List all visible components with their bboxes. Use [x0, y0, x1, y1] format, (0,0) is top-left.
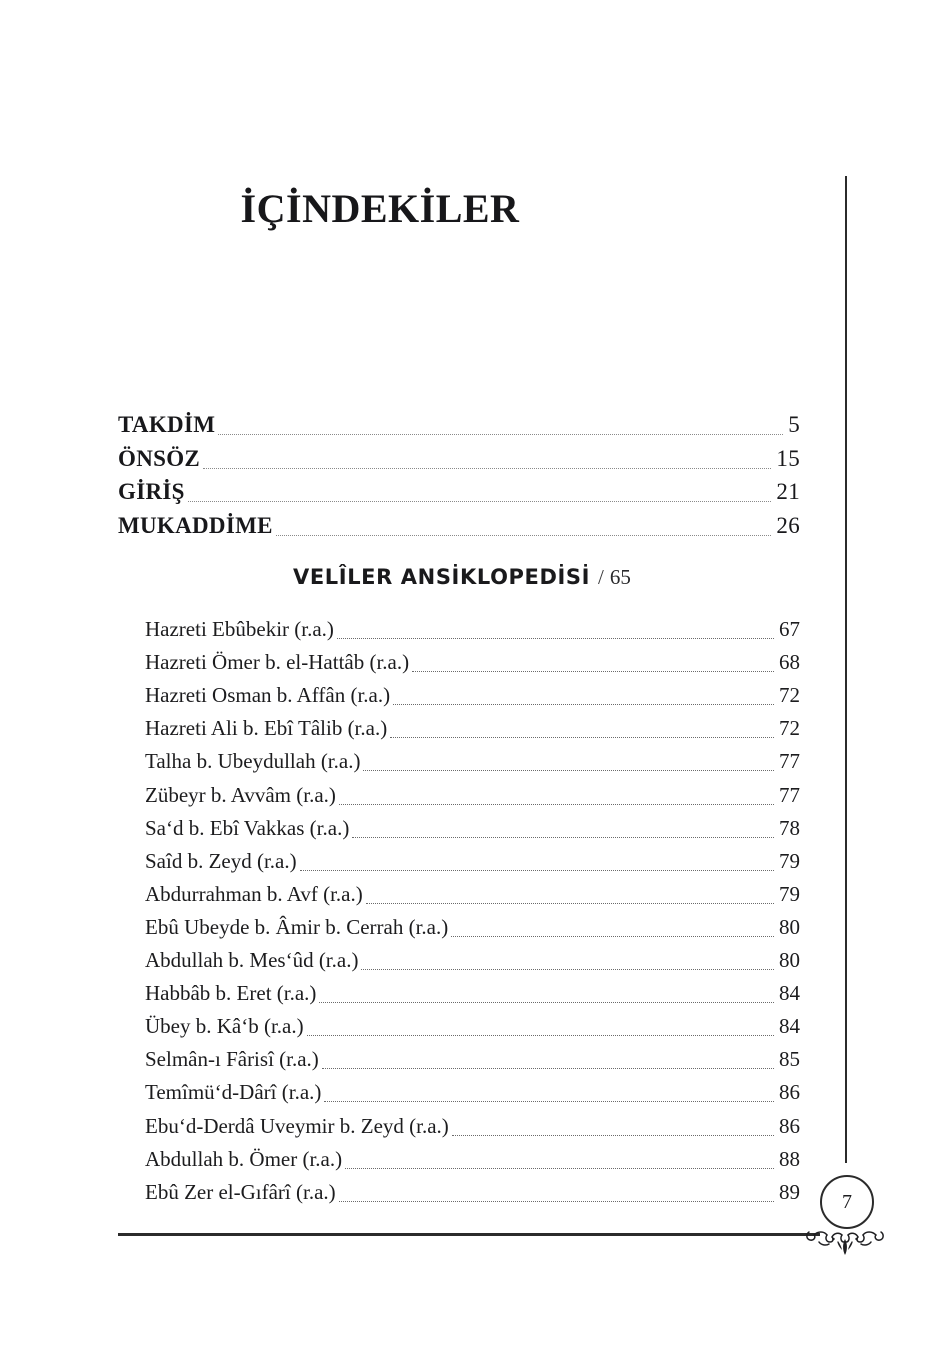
toc-entry[interactable] [145, 783, 800, 808]
toc-entry-page-number: 84 [779, 981, 800, 1006]
section-heading [293, 565, 631, 590]
front-matter-item[interactable] [118, 513, 800, 539]
dot-leader [393, 704, 774, 705]
dot-leader [390, 737, 774, 738]
toc-entry[interactable] [145, 816, 800, 841]
vertical-margin-rule [845, 176, 847, 1163]
front-matter-item-label: MUKADDİME [118, 512, 273, 538]
front-matter-item-label: ÖNSÖZ [118, 445, 201, 471]
toc-entry[interactable] [145, 617, 800, 642]
toc-entry-page-number: 86 [779, 1113, 800, 1138]
toc-entry-label: Abdullah b. Ömer (r.a.) [145, 1146, 343, 1171]
toc-entry-label: Hazreti Ömer b. el-Hattâb (r.a.) [145, 650, 410, 675]
toc-entry[interactable] [145, 683, 800, 708]
toc-entry-label: Abdurrahman b. Avf (r.a.) [145, 881, 363, 906]
toc-entry-label: Hazreti Ali b. Ebî Tâlib (r.a.) [145, 716, 388, 741]
bottom-rule [118, 1233, 820, 1236]
dot-leader [307, 1035, 774, 1036]
toc-entry-label: Talha b. Ubeydullah (r.a.) [145, 749, 361, 774]
toc-entry[interactable] [145, 1080, 800, 1105]
page-number-badge [820, 1175, 874, 1229]
toc-entry-label: Selmân-ı Fârisî (r.a.) [145, 1047, 319, 1072]
toc-entry-page-number: 86 [779, 1080, 800, 1105]
toc-entry-page-number: 85 [779, 1047, 800, 1072]
front-matter-item[interactable] [118, 446, 800, 472]
toc-entry-page-number: 77 [779, 782, 800, 807]
dot-leader [339, 1201, 774, 1202]
toc-entry[interactable] [145, 1180, 800, 1205]
toc-entry[interactable] [145, 849, 800, 874]
dot-leader [366, 903, 774, 904]
toc-entry[interactable] [145, 1014, 800, 1039]
toc-entry-page-number: 77 [779, 749, 800, 774]
section-heading-title: VELÎLER ANSİKLOPEDİSİ [293, 565, 591, 589]
toc-entry-label: Ebû Ubeyde b. Âmir b. Cerrah (r.a.) [145, 914, 449, 939]
toc-entry[interactable] [145, 915, 800, 940]
toc-entry-label: Zübeyr b. Avvâm (r.a.) [145, 782, 336, 807]
dot-leader [412, 671, 774, 672]
dot-leader [188, 501, 772, 502]
toc-entry[interactable] [145, 716, 800, 741]
toc-entry-label: Hazreti Osman b. Affân (r.a.) [145, 683, 391, 708]
dot-leader [451, 936, 774, 937]
front-matter-item-page-number: 26 [776, 512, 800, 538]
toc-entry-page-number: 80 [779, 948, 800, 972]
toc-entry[interactable] [145, 882, 800, 907]
toc-entry-page-number: 88 [779, 1146, 800, 1171]
toc-entry-label: Saʻd b. Ebî Vakkas (r.a.) [145, 815, 350, 840]
front-matter-item-page-number: 15 [776, 445, 800, 471]
dot-leader [339, 804, 774, 805]
toc-entry-page-number: 79 [779, 848, 800, 873]
front-matter-item[interactable] [118, 412, 800, 438]
filigree-flourish-icon [805, 1222, 885, 1256]
dot-leader [363, 770, 774, 771]
toc-entry-label: Ebû Zer el-Gıfârî (r.a.) [145, 1179, 336, 1204]
toc-entry-page-number: 67 [779, 617, 800, 641]
section-heading-page: 65 [609, 565, 631, 589]
toc-entry[interactable] [145, 1147, 800, 1172]
dot-leader [300, 870, 774, 871]
toc-entry-label: Temîmüʻd-Dârî (r.a.) [145, 1080, 322, 1105]
front-matter-item-label: TAKDİM [118, 412, 216, 437]
toc-entry-label: Saîd b. Zeyd (r.a.) [145, 848, 297, 873]
dot-leader [352, 837, 774, 838]
dot-leader [452, 1135, 774, 1136]
toc-entry-page-number: 72 [779, 716, 800, 741]
dot-leader [319, 1002, 774, 1003]
page-number: 7 [842, 1191, 852, 1213]
toc-entry[interactable] [145, 981, 800, 1006]
dot-leader [322, 1068, 774, 1069]
page-title: İÇİNDEKİLER [240, 185, 520, 231]
toc-entry-page-number: 80 [779, 914, 800, 939]
front-matter-item-label: GİRİŞ [118, 479, 185, 504]
dot-leader [337, 638, 774, 639]
toc-entry-page-number: 89 [779, 1179, 800, 1204]
front-matter-item[interactable] [118, 479, 800, 505]
toc-entry-page-number: 72 [779, 683, 800, 708]
toc-entry[interactable] [145, 749, 800, 774]
toc-entry[interactable] [145, 650, 800, 675]
dot-leader [345, 1168, 774, 1169]
front-matter-item-page-number: 5 [788, 412, 800, 437]
dot-leader [218, 434, 783, 435]
toc-entry-label: Habbâb b. Eret (r.a.) [145, 981, 317, 1006]
toc-entry[interactable] [145, 1047, 800, 1072]
dot-leader [276, 535, 772, 536]
toc-entry[interactable] [145, 948, 800, 973]
toc-entry[interactable] [145, 1114, 800, 1139]
section-heading-separator: / [598, 565, 604, 589]
toc-entry-label: Abdullah b. Mesʻûd (r.a.) [145, 948, 359, 972]
dot-leader [324, 1101, 774, 1102]
toc-entry-label: Übey b. Kâʻb (r.a.) [145, 1014, 304, 1039]
front-matter-item-page-number: 21 [776, 479, 800, 504]
toc-entry-page-number: 78 [779, 815, 800, 840]
dot-leader [203, 468, 771, 469]
dot-leader [361, 969, 774, 970]
toc-entry-page-number: 84 [779, 1014, 800, 1039]
toc-entry-page-number: 79 [779, 881, 800, 906]
toc-entry-label: Ebuʻd-Derdâ Uveymir b. Zeyd (r.a.) [145, 1113, 449, 1138]
toc-entry-label: Hazreti Ebûbekir (r.a.) [145, 617, 334, 641]
toc-entry-page-number: 68 [779, 650, 800, 675]
